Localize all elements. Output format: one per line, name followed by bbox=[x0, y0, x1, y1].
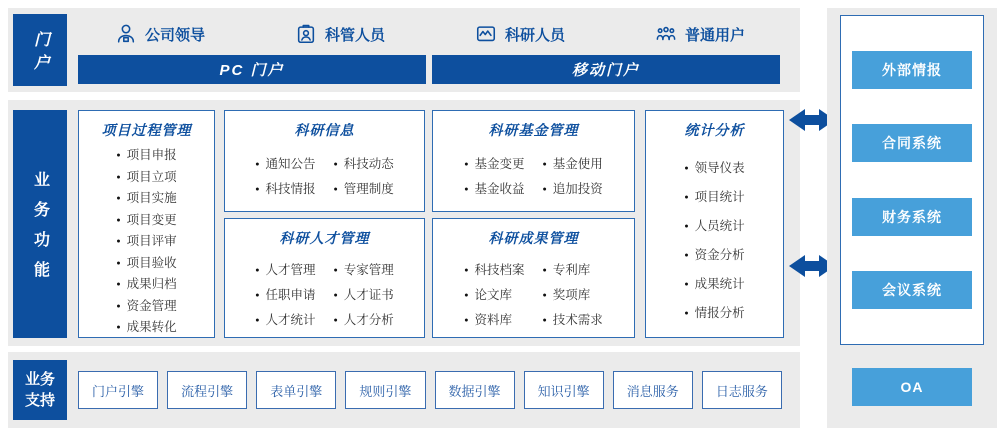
module-box-fund bbox=[432, 110, 635, 212]
user-role-item bbox=[475, 23, 565, 45]
module-item: ● 科技情报 bbox=[255, 177, 315, 202]
external-system-box: 合同系统 bbox=[852, 124, 972, 162]
module-item: ● 基金使用 bbox=[543, 152, 603, 177]
module-item-column bbox=[684, 154, 744, 328]
module-title: 科研信息 bbox=[294, 122, 355, 138]
module-item: ● 项目统计 bbox=[684, 183, 744, 212]
engine-box: 日志服务 bbox=[702, 371, 782, 409]
module-item: ● 人才管理 bbox=[255, 258, 315, 283]
module-item: ● 项目变更 bbox=[116, 210, 176, 232]
module-item-column bbox=[464, 258, 524, 333]
module-item-column bbox=[334, 258, 394, 333]
module-box-info bbox=[224, 110, 425, 212]
user-role-label: 科研人员 bbox=[504, 26, 565, 44]
business-support-label-line2: 支持 bbox=[24, 392, 55, 409]
monitor-chart-icon bbox=[475, 23, 497, 45]
module-item: ● 专利库 bbox=[543, 258, 603, 283]
user-role-item bbox=[655, 23, 745, 45]
user-roles-row bbox=[70, 18, 790, 50]
module-item-columns bbox=[225, 152, 424, 202]
user-role-item bbox=[115, 23, 205, 45]
user-role-label: 普通用户 bbox=[684, 26, 745, 44]
module-item: ● 人员统计 bbox=[684, 212, 744, 241]
module-item: ● 项目评审 bbox=[116, 231, 176, 253]
module-box-project bbox=[78, 110, 215, 338]
module-item: ● 人才证书 bbox=[334, 283, 394, 308]
module-item-columns bbox=[225, 258, 424, 333]
user-role-label: 公司领导 bbox=[144, 26, 205, 44]
module-item-column bbox=[543, 152, 603, 202]
module-item-column bbox=[543, 258, 603, 333]
module-item: ● 论文库 bbox=[464, 283, 524, 308]
module-box-talent bbox=[224, 218, 425, 338]
module-item-column bbox=[334, 152, 394, 202]
engine-box: 流程引擎 bbox=[167, 371, 247, 409]
business-functions-label bbox=[13, 110, 67, 338]
portal-bar-mobile: 移动门户 bbox=[432, 55, 780, 84]
external-systems-section bbox=[827, 8, 997, 428]
business-support-section bbox=[8, 352, 800, 428]
module-item: ● 人才分析 bbox=[334, 308, 394, 333]
module-item: ● 项目实施 bbox=[116, 188, 176, 210]
module-title: 统计分析 bbox=[684, 122, 745, 138]
portal-bar-pc: PC 门户 bbox=[78, 55, 426, 84]
external-system-box: 财务系统 bbox=[852, 198, 972, 236]
engines-row bbox=[78, 371, 782, 409]
module-title: 科研基金管理 bbox=[488, 122, 579, 138]
module-item: ● 人才统计 bbox=[255, 308, 315, 333]
portal-bars-row bbox=[78, 55, 780, 84]
engine-box: 知识引擎 bbox=[524, 371, 604, 409]
user-role-item bbox=[295, 23, 385, 45]
external-system-box: 外部情报 bbox=[852, 51, 972, 89]
oa-system-box: OA bbox=[852, 368, 972, 406]
external-system-box: 会议系统 bbox=[852, 271, 972, 309]
module-item: ● 管理制度 bbox=[334, 177, 394, 202]
module-item-column bbox=[255, 152, 315, 202]
business-functions-section bbox=[8, 100, 800, 346]
engine-box: 门户引擎 bbox=[78, 371, 158, 409]
business-support-label-line1: 业务 bbox=[24, 371, 55, 388]
module-item: ● 领导仪表 bbox=[684, 154, 744, 183]
portal-section-label-text: 门户 bbox=[31, 30, 49, 77]
business-functions-label-text: 业务功能 bbox=[31, 171, 49, 291]
engine-box: 数据引擎 bbox=[435, 371, 515, 409]
module-title: 科研人才管理 bbox=[279, 230, 370, 246]
module-item: ● 基金变更 bbox=[464, 152, 524, 177]
module-item-column bbox=[255, 258, 315, 333]
portal-section bbox=[8, 8, 800, 92]
module-item: ● 科技动态 bbox=[334, 152, 394, 177]
user-role-label: 科管人员 bbox=[324, 26, 385, 44]
portal-section-label bbox=[13, 14, 67, 86]
module-item: ● 科技档案 bbox=[464, 258, 524, 283]
module-title: 科研成果管理 bbox=[488, 230, 579, 246]
module-item-columns bbox=[433, 152, 634, 202]
module-item: ● 成果统计 bbox=[684, 270, 744, 299]
module-title: 项目过程管理 bbox=[101, 122, 192, 138]
module-item: ● 资金管理 bbox=[116, 296, 176, 318]
module-item: ● 专家管理 bbox=[334, 258, 394, 283]
module-item: ● 通知公告 bbox=[255, 152, 315, 177]
module-item: ● 任职申请 bbox=[255, 283, 315, 308]
module-item: ● 资料库 bbox=[464, 308, 524, 333]
leader-icon bbox=[115, 23, 137, 45]
module-item: ● 成果转化 bbox=[116, 317, 176, 339]
module-box-stats bbox=[645, 110, 784, 338]
id-badge-icon bbox=[295, 23, 317, 45]
module-item: ● 技术需求 bbox=[543, 308, 603, 333]
module-item: ● 追加投资 bbox=[543, 177, 603, 202]
engine-box: 表单引擎 bbox=[256, 371, 336, 409]
engine-box: 消息服务 bbox=[613, 371, 693, 409]
module-item-column bbox=[464, 152, 524, 202]
module-item-columns bbox=[433, 258, 634, 333]
module-item: ● 情报分析 bbox=[684, 299, 744, 328]
module-item: ● 资金分析 bbox=[684, 241, 744, 270]
business-support-label bbox=[13, 360, 67, 420]
module-item: ● 成果归档 bbox=[116, 274, 176, 296]
user-group-icon bbox=[655, 23, 677, 45]
module-item: ● 项目验收 bbox=[116, 253, 176, 275]
module-item: ● 项目申报 bbox=[116, 145, 176, 167]
engine-box: 规则引擎 bbox=[345, 371, 425, 409]
module-item: ● 奖项库 bbox=[543, 283, 603, 308]
module-box-achv bbox=[432, 218, 635, 338]
module-item: ● 项目立项 bbox=[116, 167, 176, 189]
module-item-columns bbox=[79, 145, 214, 339]
module-item-column bbox=[116, 145, 176, 339]
module-item-columns bbox=[646, 154, 783, 328]
external-systems-box bbox=[840, 15, 984, 345]
module-item: ● 基金收益 bbox=[464, 177, 524, 202]
